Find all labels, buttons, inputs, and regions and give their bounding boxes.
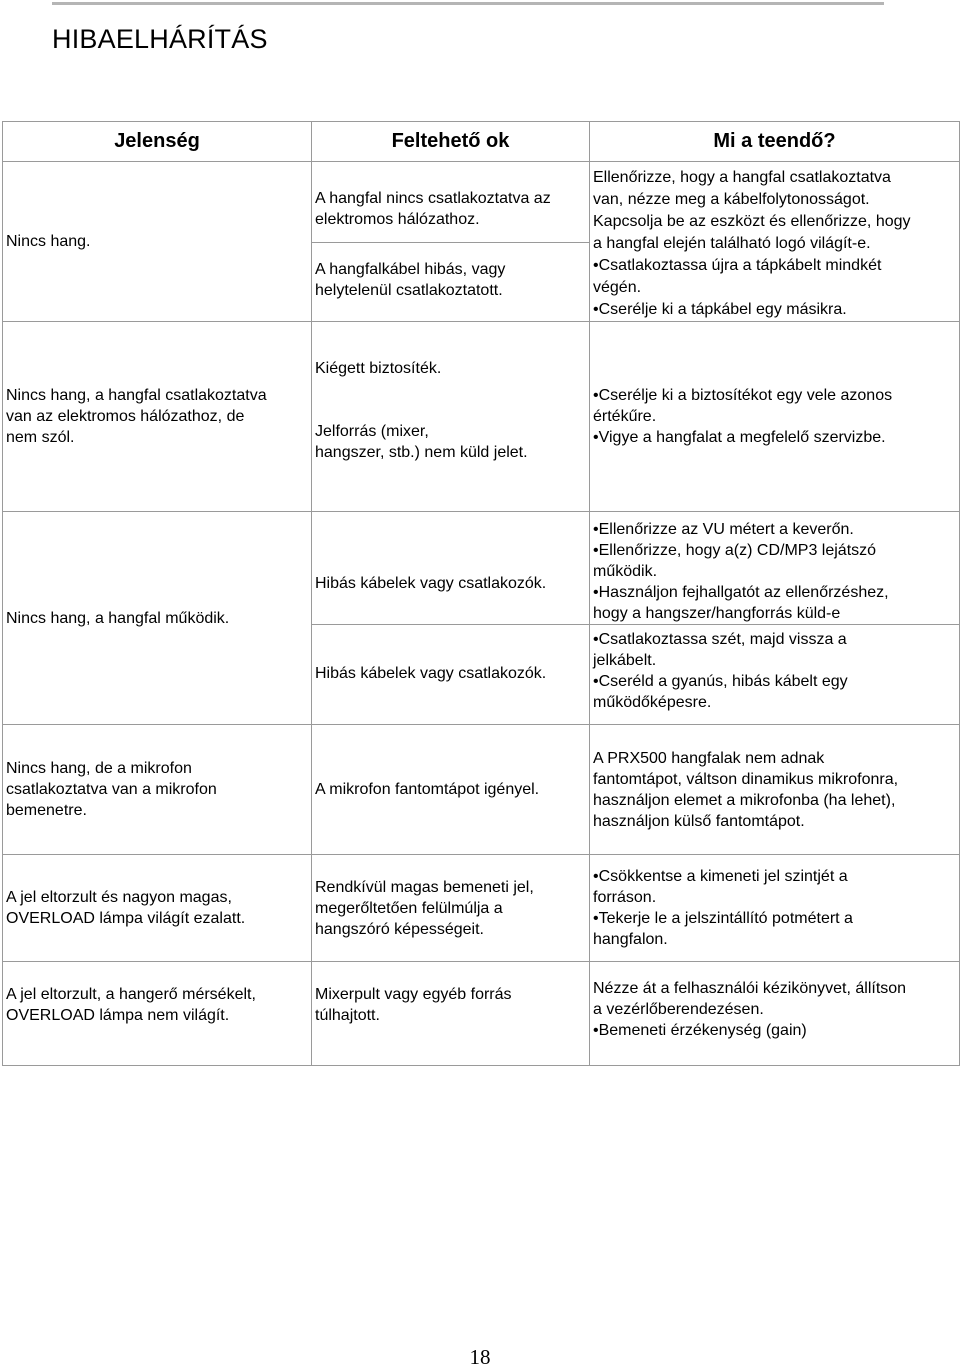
symptom-text: Nincs hang, a hangfal működik. [6, 609, 230, 627]
symptom-cell [3, 725, 312, 855]
symptom-line: van az elektromos hálózathoz, de [6, 408, 245, 425]
cause-line: Mixerpult vagy egyéb forrás [315, 986, 512, 1003]
cause-line: megerőltetően felülmúlja a [315, 899, 503, 917]
cause-cell [312, 512, 590, 625]
action-bullet: • Cseréld a gyanús, hibás kábelt egy [593, 671, 956, 692]
symptom-line: OVERLOAD lámpa világít ezalatt. [6, 910, 246, 927]
cause-cell [312, 625, 590, 725]
table-row [3, 512, 960, 625]
symptom-line: nem szól. [6, 429, 75, 446]
symptom-line: A jel eltorzult és nagyon magas, [6, 889, 232, 906]
page-number: 18 [469, 1345, 491, 1369]
cause-line: Hibás kábelek vagy csatlakozók. [315, 575, 547, 592]
cause-line: túlhajtott. [315, 1007, 380, 1024]
header-cause: Feltehető ok [312, 122, 590, 162]
cause-cell [312, 322, 590, 512]
action-line: működőképesre. [593, 694, 712, 711]
symptom-line: OVERLOAD lámpa nem világít. [6, 1007, 230, 1024]
action-bullet: • Vigye a hangfalat a megfelelő szervizbe. [593, 427, 956, 448]
action-line: forráson. [593, 889, 657, 906]
cause-line: A hangfalkábel hibás, vagy [315, 261, 506, 278]
action-line: jelkábelt. [593, 652, 657, 669]
action-line: a vezérlőberendezésen. [593, 1001, 764, 1018]
action-cell [590, 322, 960, 512]
cause-line: hangszer, stb.) nem küld jelet. [315, 444, 528, 461]
action-bullet: • Cserélje ki a biztosítékot egy vele azonos [593, 385, 956, 406]
symptom-cell [3, 322, 312, 512]
troubleshooting-table [2, 121, 960, 1066]
cause-line: A mikrofon fantomtápot igényel. [315, 781, 540, 798]
cause-cell [312, 162, 590, 243]
page-title: HIBAELHÁRÍTÁS [52, 24, 268, 54]
action-line: a hangfal elején található logó világít-e. [593, 235, 871, 252]
cause-line: A hangfal nincs csatlakoztatva az [315, 190, 551, 207]
symptom-line: bemenetre. [6, 802, 87, 819]
symptom-cell [3, 512, 312, 725]
symptom-line: csatlakoztatva van a mikrofon [6, 781, 217, 798]
table-row [3, 725, 960, 855]
action-line: hogy a hangszer/hangforrás küld-e [593, 605, 841, 622]
action-bullet: • Csatlakoztassa szét, majd vissza a [593, 629, 956, 650]
action-bullet: • Tekerje le a jelszintállító potmétert a [593, 908, 956, 929]
action-line: értékűre. [593, 408, 657, 425]
table-row [3, 322, 960, 512]
action-line: fantomtápot, váltson dinamikus mikrofonra, [593, 770, 899, 788]
action-line: használjon elemet a mikrofonba (ha lehet), [593, 791, 896, 809]
cause-cell [312, 962, 590, 1066]
action-line: Ellenőrizze, hogy a hangfal csatlakoztatva [593, 169, 891, 186]
action-line: végén. [593, 279, 642, 296]
action-cell [590, 962, 960, 1066]
table-row [3, 855, 960, 962]
symptom-line: A jel eltorzult, a hangerő mérsékelt, [6, 986, 256, 1003]
symptom-cell [3, 962, 312, 1066]
action-cell [590, 625, 960, 725]
cause-line: helytelenül csatlakoztatott. [315, 282, 503, 299]
cause-cell [312, 725, 590, 855]
action-cell [590, 162, 960, 322]
action-cell [590, 725, 960, 855]
action-cell [590, 512, 960, 625]
action-line: használjon külső fantomtápot. [593, 812, 805, 830]
action-bullet: • Ellenőrizze az VU métert a keverőn. [593, 519, 956, 540]
cause-line: Rendkívül magas bemeneti jel, [315, 878, 534, 896]
symptom-cell [3, 855, 312, 962]
cause-line: Hibás kábelek vagy csatlakozók. [315, 665, 547, 682]
table-row [3, 162, 960, 243]
cause-line: hangszóró képességeit. [315, 920, 484, 938]
cause-cell [312, 855, 590, 962]
cause-cell [312, 243, 590, 322]
header-action: Mi a teendő? [590, 122, 960, 162]
action-line: hangfalon. [593, 931, 668, 948]
action-bullet: • Cserélje ki a tápkábel egy másikra. [593, 299, 956, 321]
symptom-line: Nincs hang, de a mikrofon [6, 760, 192, 777]
table-header-row [3, 122, 960, 162]
cause-line: elektromos hálózathoz. [315, 211, 480, 228]
action-line: működik. [593, 563, 658, 580]
action-bullet: • Csatlakoztassa újra a tápkábelt mindkét [593, 255, 956, 277]
header-rule [52, 2, 884, 5]
symptom-text: Nincs hang. [6, 233, 91, 250]
action-line: Kapcsolja be az eszközt és ellenőrizze, hogy [593, 213, 911, 230]
symptom-cell [3, 162, 312, 322]
table-row [3, 962, 960, 1066]
action-line: A PRX500 hangfalak nem adnak [593, 749, 825, 767]
action-line: Nézze át a felhasználói kézikönyvet, állítson [593, 980, 907, 997]
action-bullet: • Ellenőrizze, hogy a(z) CD/MP3 lejátszó [593, 540, 956, 561]
action-bullet: • Bemeneti érzékenység (gain) [593, 1020, 956, 1041]
action-cell [590, 855, 960, 962]
action-line: van, nézze meg a kábelfolytonosságot. [593, 191, 870, 208]
cause-line: Kiégett biztosíték. [315, 360, 442, 377]
header-symptom: Jelenség [3, 122, 312, 162]
action-bullet: • Használjon fejhallgatót az ellenőrzéshez, [593, 582, 956, 603]
action-bullet: • Csökkentse a kimeneti jel szintjét a [593, 866, 956, 887]
symptom-line: Nincs hang, a hangfal csatlakoztatva [6, 387, 267, 404]
cause-line: Jelforrás (mixer, [315, 423, 429, 440]
